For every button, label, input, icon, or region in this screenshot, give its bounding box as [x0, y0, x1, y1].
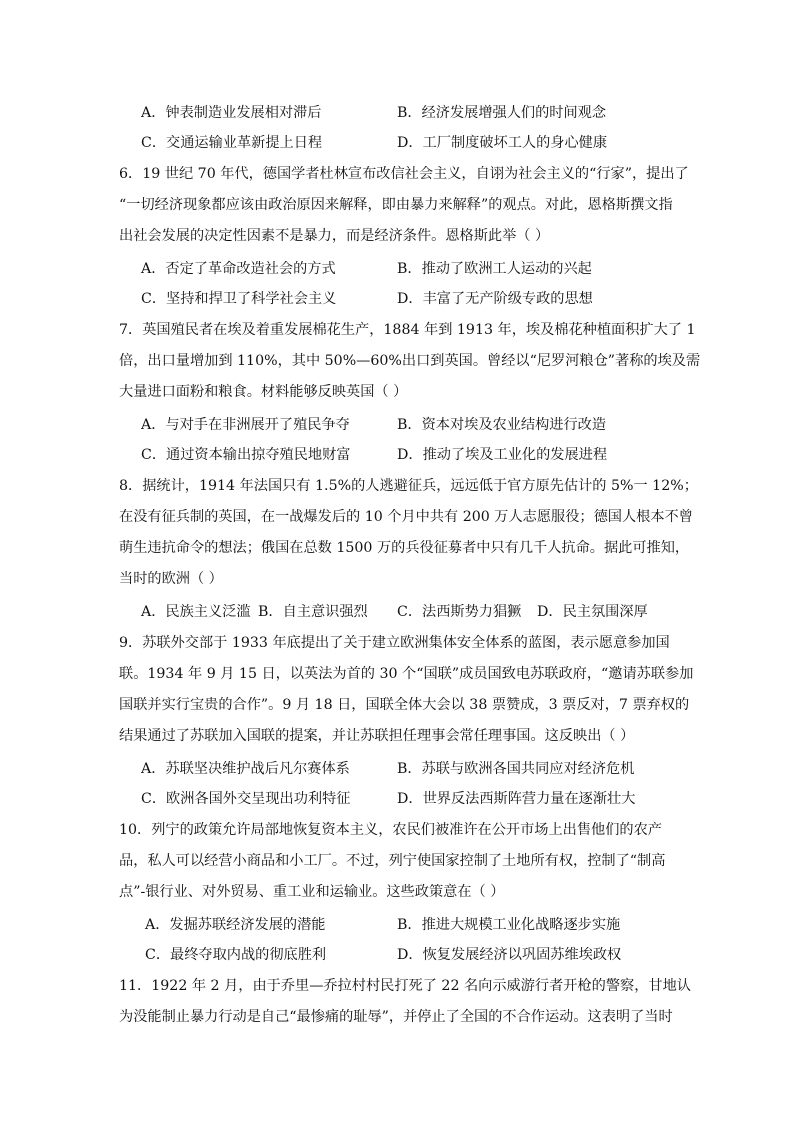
q9-option-d: D．世界反法西斯阵营力量在逐渐壮大	[397, 791, 636, 807]
q8-option-c: C．法西斯势力猖獗	[397, 604, 522, 620]
q10-option-a: A．发掘苏联经济发展的潜能	[145, 917, 326, 933]
q9-stem-line-4: 结果通过了苏联加入国联的提案，并让苏联担任理事会常任理事国。这反映出（ ）	[119, 728, 635, 744]
q8-option-a: A．民族主义泛滥	[141, 604, 251, 620]
q7-option-c: C．通过资本输出掠夺殖民地财富	[141, 447, 351, 463]
q8-option-b: B．自主意识强烈	[258, 604, 368, 620]
q6-stem-line-2: “一切经济现象都应该由政治原因来解释，即由暴力来解释”的观点。对此，恩格斯撰文指	[119, 197, 673, 213]
q6-option-a: A．否定了革命改造社会的方式	[141, 261, 336, 277]
q7-stem-line-3: 大量进口面粉和粮食。材料能够反映英国（ ）	[119, 384, 408, 400]
q6-option-c: C．坚持和捍卫了科学社会主义	[141, 291, 337, 307]
q9-option-b: B．苏联与欧洲各国共同应对经济危机	[397, 761, 635, 777]
q6-stem-line-3: 出社会发展的决定性因素不是暴力，而是经济条件。恩格斯此举（ ）	[119, 228, 550, 244]
q5-option-a: A．钟表制造业发展相对滞后	[141, 105, 322, 121]
q9-option-c: C．欧洲各国外交呈现出功利特征	[141, 791, 351, 807]
q7-stem-line-1: 7．英国殖民者在埃及着重发展棉花生产，1884 年到 1913 年，埃及棉花种植面积扩大了 1	[119, 322, 696, 338]
q8-stem-line-3: 萌生违抗命令的想法；俄国在总数 1500 万的兵役征募者中只有几千人抗命。据此可推知，	[119, 540, 690, 556]
q10-option-d: D．恢复发展经济以巩固苏维埃政权	[397, 947, 622, 963]
q10-option-b: B．推进大规模工业化战略逐步实施	[397, 917, 621, 933]
q7-option-d: D．推动了埃及工业化的发展进程	[397, 447, 608, 463]
q8-stem-line-4: 当时的欧洲（ ）	[119, 571, 223, 587]
q7-stem-line-2: 倍，出口量增加到 110%，其中 50%—60%出口到英国。曾经以“尼罗河粮仓”著称的埃及需	[119, 353, 701, 369]
q7-option-a: A．与对手在非洲展开了殖民争夺	[141, 417, 350, 433]
q11-stem-line-2: 为没能制止暴力行动是自己“最惨痛的耻辱”，并停止了全国的不合作运动。这表明了当时	[119, 1009, 673, 1025]
q10-stem-line-3: 点”-银行业、对外贸易、重工业和运输业。这些政策意在（ ）	[119, 884, 505, 900]
q5-option-b: B．经济发展增强人们的时间观念	[397, 105, 607, 121]
q11-stem-line-1: 11．1922 年 2 月，由于乔里—乔拉村村民打死了 22 名向示威游行者开枪的警察，甘地认	[119, 978, 691, 994]
q5-option-c: C．交通运输业革新提上日程	[141, 135, 323, 151]
q9-stem-line-1: 9．苏联外交部于 1933 年底提出了关于建立欧洲集体安全体系的蓝图，表示愿意参加国	[119, 635, 670, 651]
q10-stem-line-2: 品，私人可以经营小商品和小工厂。不过，列宁使国家控制了土地所有权，控制了“制高	[119, 853, 666, 869]
q6-stem-line-1: 6．19 世纪 70 年代，德国学者杜林宣布改信社会主义，自诩为社会主义的“行家”，提出了	[119, 166, 689, 182]
q9-stem-line-2: 联。1934 年 9 月 15 日，以英法为首的 30 个“国联”成员国致电苏联政府，“邀请苏联参加	[119, 666, 694, 682]
q10-stem-line-1: 10．列宁的政策允许局部地恢复资本主义，农民们被准许在公开市场上出售他们的农产	[119, 822, 662, 838]
q9-stem-line-3: 国联并实行宝贵的合作”。9 月 18 日，国联全体大会以 38 票赞成，3 票反对，7 票弃权的	[119, 697, 690, 713]
q7-option-b: B．资本对埃及农业结构进行改造	[397, 417, 607, 433]
q9-option-a: A．苏联坚决维护战后凡尔赛体系	[141, 761, 350, 777]
q8-stem-line-2: 在没有征兵制的英国，在一战爆发后的 10 个月中共有 200 万人志愿服役；德国人根本不曾	[119, 509, 693, 525]
q8-stem-line-1: 8．据统计，1914 年法国只有 1.5%的人逃避征兵，远远低于官方原先估计的 5%一 12%；	[119, 478, 698, 494]
q5-option-d: D．工厂制度破坏工人的身心健康	[397, 135, 608, 151]
q8-option-d: D．民主氛围深厚	[537, 604, 648, 620]
q10-option-c: C．最终夺取内战的彻底胜利	[145, 947, 327, 963]
q6-option-d: D．丰富了无产阶级专政的思想	[397, 291, 593, 307]
q6-option-b: B．推动了欧洲工人运动的兴起	[397, 261, 592, 277]
